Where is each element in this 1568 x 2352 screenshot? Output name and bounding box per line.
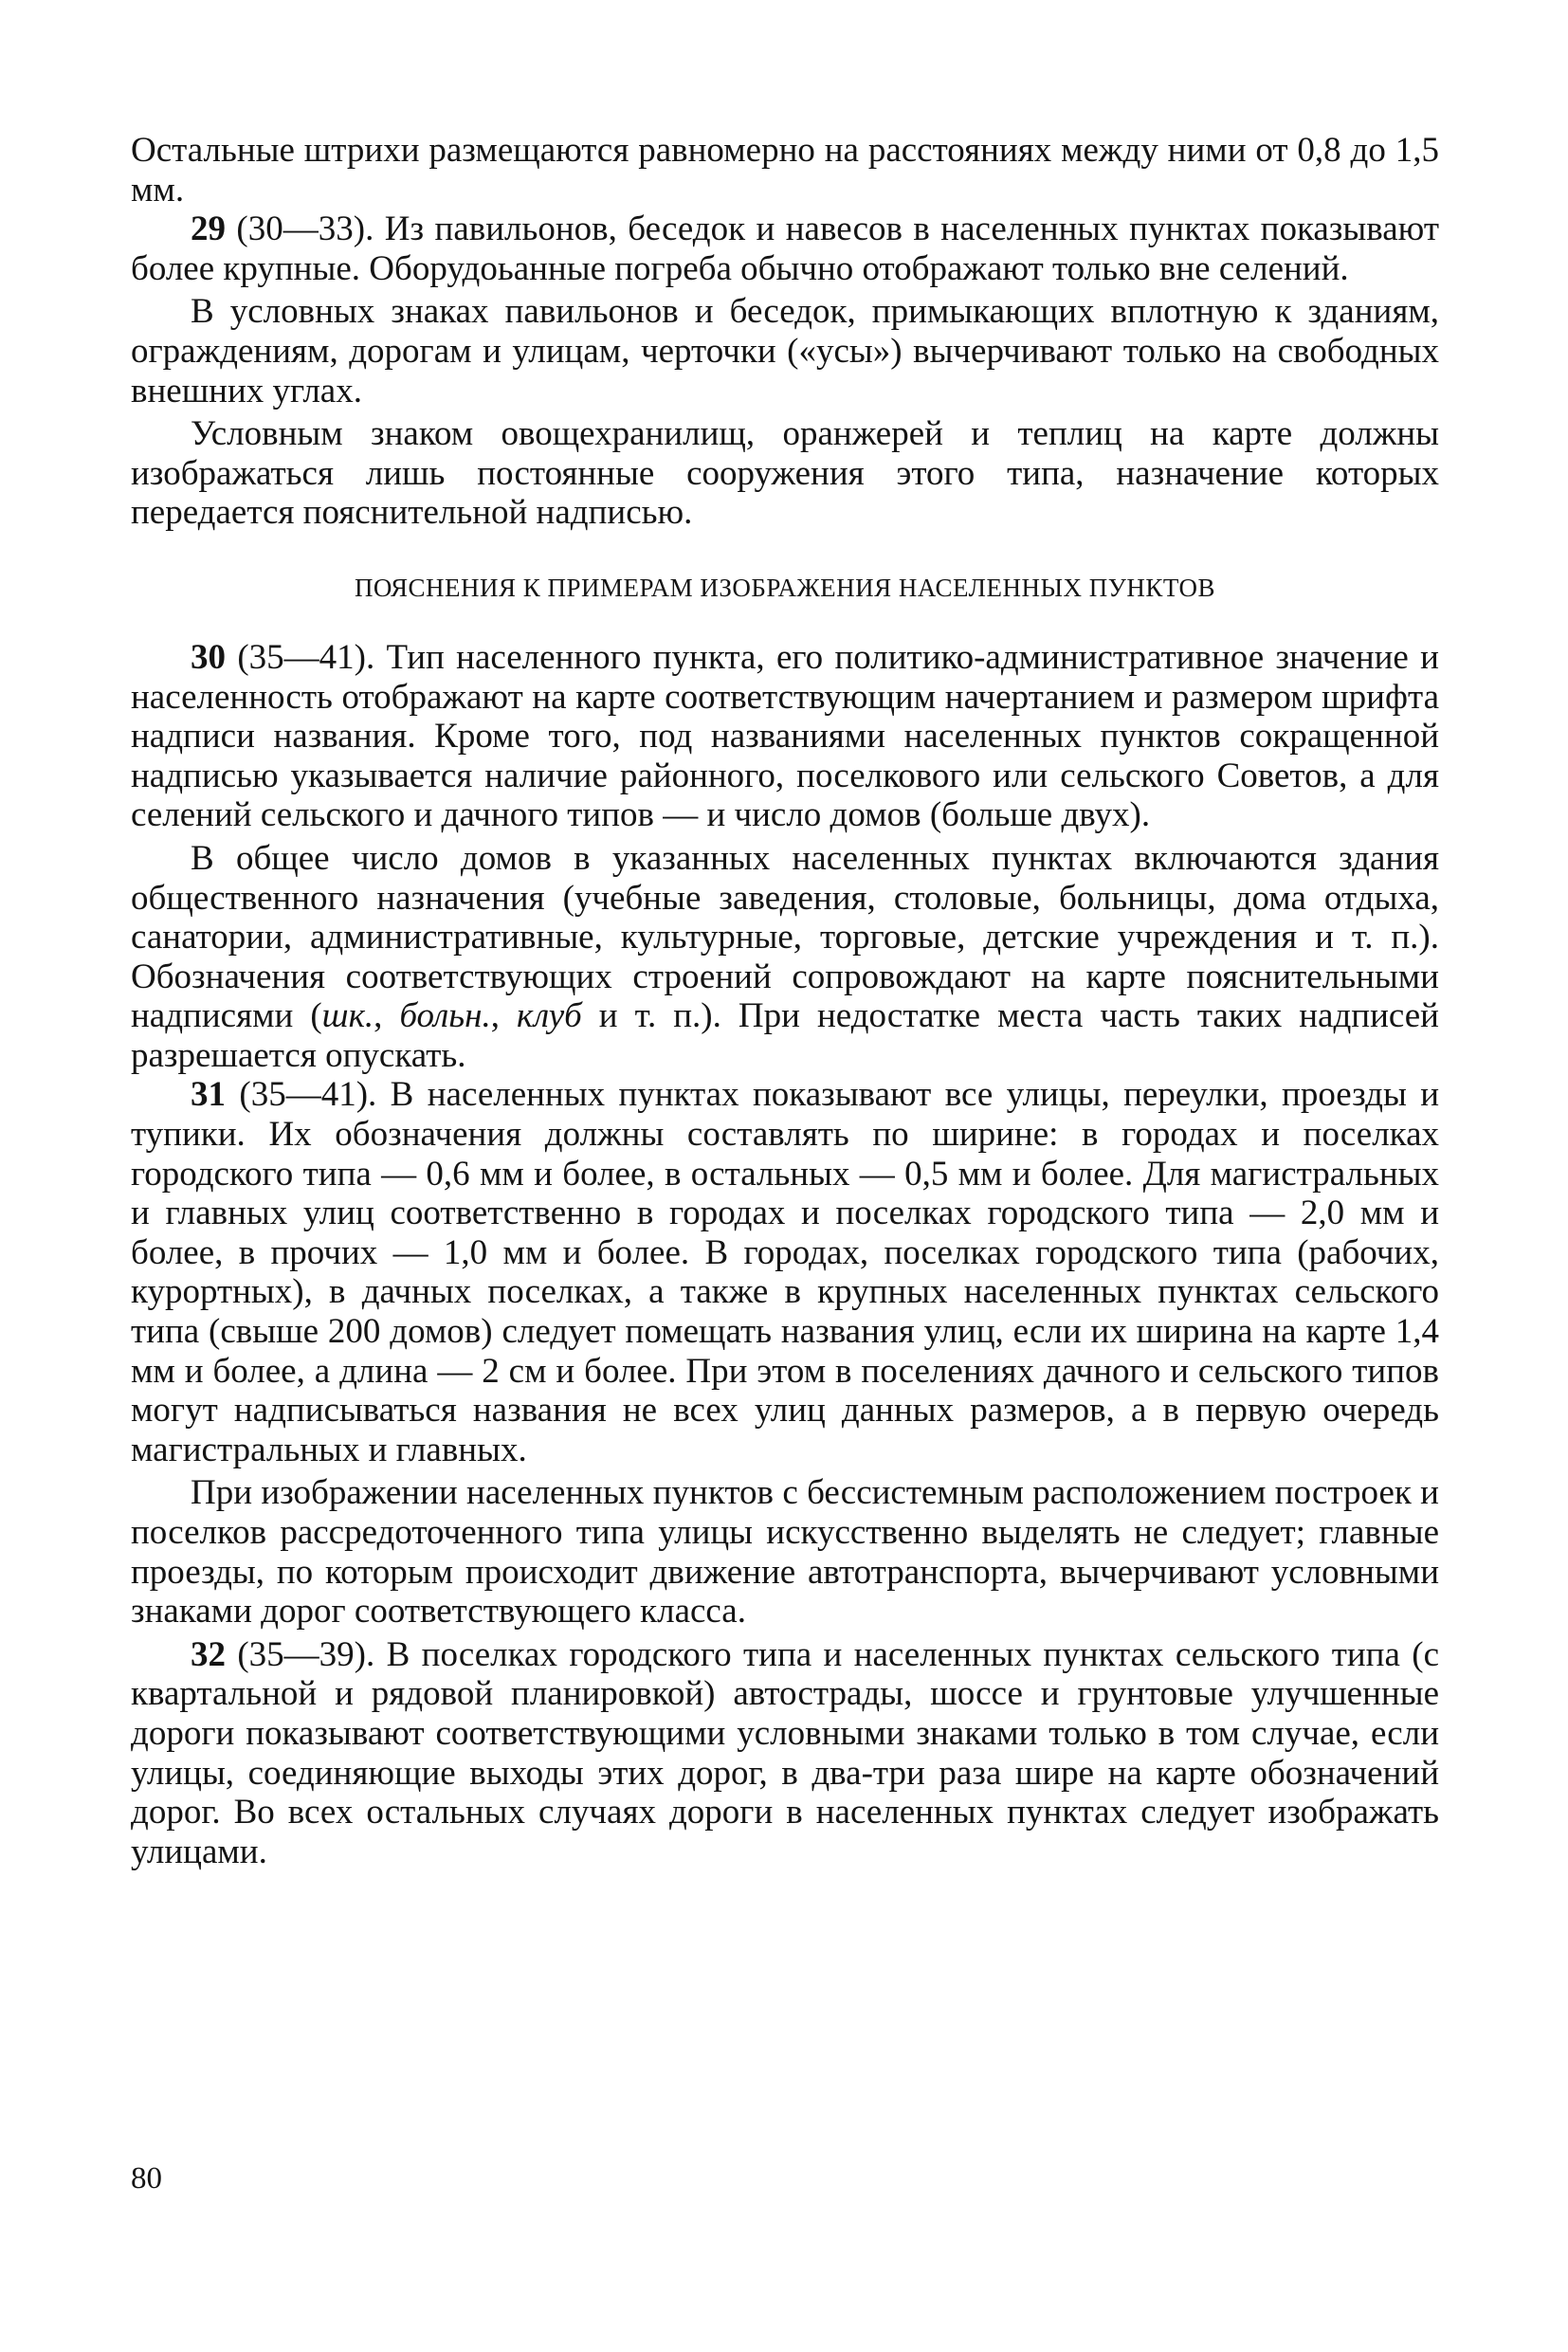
paragraph-29-text: (30—33). Из павильонов, беседок и навесов в населенных пунктах показывают более крупные. Оборудоьанные погреба обычно отображают только вне селений. [131,210,1439,288]
document-page [131,131,1439,1871]
paragraph-houses-part-d: и т. п.). При недостатке места часть таких надписей разрешается опускать. [131,996,1439,1075]
abbrev-hospital: больн. [399,996,491,1036]
page-number: 80 [131,2161,162,2196]
paragraph-unsystematic: При изображении населенных пунктов с бессистемным расположением построек и поселков рассредоточенного типа улицы искусственно выделять не следует; главные проезды, по которым происходит движение автотранспорта, вычерчивают условными знаками дорог соответствующего класса. [131,1473,1439,1632]
paragraph-31-text: (35—41). В населенных пунктах показывают все улицы, переулки, проезды и тупики. Их обозначения должны составлять по ширине: в городах и поселках городского типа — 0,6 мм и более, в остальных — 0,5 мм и более. Для магистральных и главных улиц соответственно в городах и поселках городского типа — 2,0 мм и более, в прочих — 1,0 мм и более. В городах, поселках городского типа (рабочих, курортных), в дачных поселках, а также в крупных населенных пунктах сельского типа (свыше 200 домов) следует помещать названия улиц, если их ширина на карте 1,4 мм и более, а длина — 2 см и более. При этом в поселениях дачного и сельского типов могут надписываться названия не всех улиц данных размеров, а в первую очередь магистральных и главных. [131,1075,1439,1469]
paragraph-29 [131,210,1439,288]
section-heading: ПОЯСНЕНИЯ К ПРИМЕРАМ ИЗОБРАЖЕНИЯ НАСЕЛЕННЫХ ПУНКТОВ [354,573,1216,602]
section-number-32: 32 [191,1634,226,1674]
paragraph-strokes: Остальные штрихи размещаются равномерно на расстояниях между ними от 0,8 до 1,5 мм. [131,131,1439,210]
section-number-29: 29 [191,210,226,249]
paragraph-30 [131,638,1439,835]
paragraph-houses-part-c: , [490,996,517,1036]
paragraph-31 [131,1075,1439,1469]
abbrev-school: шк. [321,996,374,1036]
section-number-31: 31 [191,1075,226,1115]
paragraph-32-text: (35—39). В поселках городского типа и населенных пунктах сельского типа (с квартальной и рядовой планировкой) автострады, шоссе и грунтовые улучшенные дороги показывают соответствующими условными знаками только в том случае, если улицы, соединяющие выходы этих дорог, в два-три раза шире на карте обозначений дорог. Во всех остальных случаях дороги в населенных пунктах следует изображать улицами. [131,1634,1439,1871]
abbrev-club: клуб [517,996,582,1036]
paragraph-30-text: (35—41). Тип населенного пункта, его политико-административное значение и населенность отображают на карте соответствующим начертанием и размером шрифта надписи названия. Кроме того, под названиями населенных пунктов сокращенной надписью указывается наличие районного, поселкового или сельского Советов, а для селений сельского и дачного типов — и число домов (больше двух). [131,637,1439,835]
paragraph-houses [131,839,1439,1076]
paragraph-houses-part-a: В общее число домов в указанных населенных пунктах включаются здания общественного назначения (учебные заведения, столовые, больницы, дома отдыха, санатории, административные, культурные, торговые, детские учреждения и т. п.). Обозначения соответствующих строений сопровождают на карте пояснительными надписями ( [131,838,1439,1036]
paragraph-32 [131,1635,1439,1872]
section-number-30: 30 [191,637,226,677]
paragraph-pavilions: В условных знаках павильонов и беседок, примыкающих вплотную к зданиям, ограждениям, дорогам и улицам, черточки («усы») вычерчивают только на свободных внешних углах. [131,292,1439,410]
paragraph-houses-part-b: , [374,996,400,1036]
paragraph-greenhouses: Условным знаком овощехранилищ, оранжерей и теплиц на карте должны изображаться лишь постоянные сооружения этого типа, назначение которых передается пояснительной надписью. [131,414,1439,533]
